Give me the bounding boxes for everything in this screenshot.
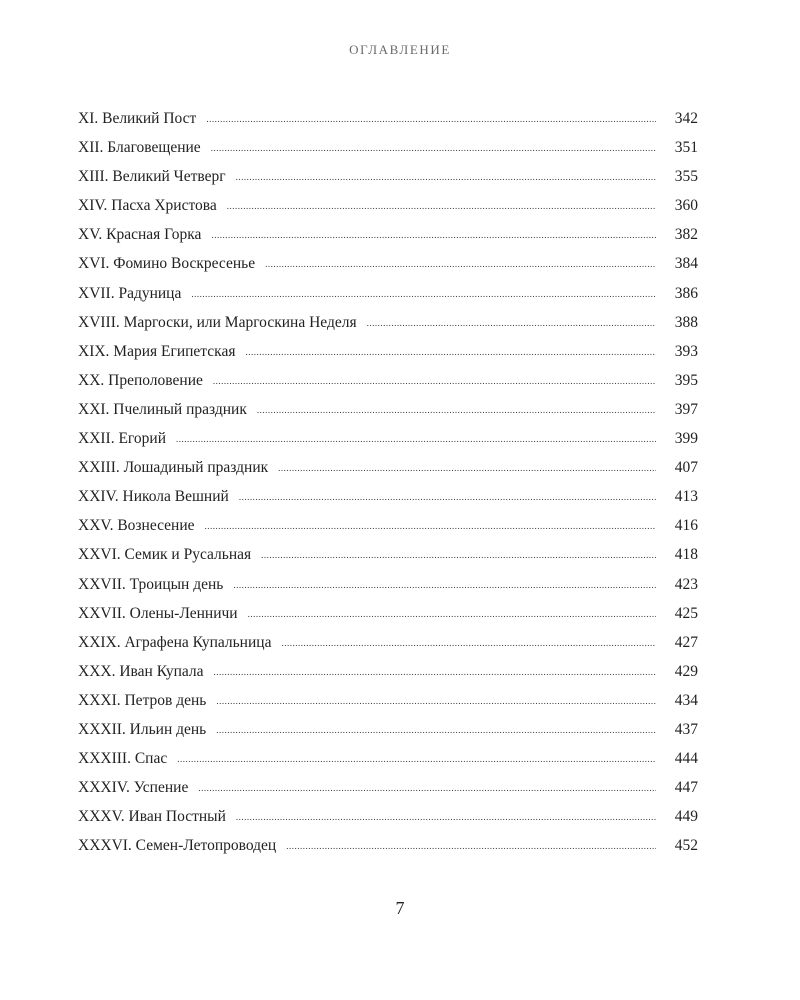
toc-entry-title: XXVII. Троицын день bbox=[78, 575, 224, 593]
toc-entry-page: 393 bbox=[674, 342, 698, 360]
toc-entry[interactable] bbox=[78, 424, 698, 453]
toc-entry-page: 452 bbox=[674, 837, 698, 855]
toc-entry[interactable] bbox=[78, 540, 698, 569]
toc-entry[interactable] bbox=[78, 133, 698, 162]
toc-entry-title: XXVI. Семик и Русальная bbox=[78, 546, 252, 564]
toc-entry[interactable] bbox=[78, 773, 698, 802]
toc-entry-title: XXIX. Аграфена Купальница bbox=[78, 633, 272, 651]
table-of-contents bbox=[78, 104, 698, 860]
running-head-title: ОГЛАВЛЕНИЕ bbox=[349, 42, 451, 57]
dot-leader bbox=[213, 367, 656, 396]
toc-entry[interactable] bbox=[78, 802, 698, 831]
toc-entry-title: XVI. Фомино Воскресенье bbox=[78, 255, 256, 273]
toc-entry[interactable] bbox=[78, 104, 698, 133]
dot-leader bbox=[236, 803, 656, 832]
dot-leader bbox=[278, 454, 656, 483]
toc-entry-title: XII. Благовещение bbox=[78, 139, 201, 157]
toc-entry-title: XX. Преполовение bbox=[78, 371, 203, 389]
toc-entry[interactable] bbox=[78, 308, 698, 337]
toc-entry-title: XXIV. Никола Вешний bbox=[78, 488, 229, 506]
dot-leader bbox=[211, 134, 656, 163]
toc-entry-page: 342 bbox=[674, 110, 698, 127]
toc-entry-title: XXX. Иван Купала bbox=[78, 662, 204, 680]
dot-leader bbox=[367, 309, 656, 338]
toc-entry-title: XIV. Пасха Христова bbox=[78, 197, 217, 215]
toc-entry-page: 360 bbox=[674, 197, 698, 215]
toc-entry-title: XXXII. Ильин день bbox=[78, 720, 207, 738]
toc-entry-title: XXI. Пчелиный праздник bbox=[78, 400, 247, 418]
toc-entry-page: 413 bbox=[674, 488, 698, 506]
toc-entry-title: XV. Красная Горка bbox=[78, 226, 202, 244]
toc-entry-page: 423 bbox=[674, 575, 698, 593]
toc-entry-page: 395 bbox=[674, 371, 698, 389]
toc-entry-page: 386 bbox=[674, 284, 698, 302]
page-number: 7 bbox=[395, 898, 405, 918]
toc-entry-title: XIX. Мария Египетская bbox=[78, 342, 236, 360]
toc-entry-title: XVII. Радуница bbox=[78, 284, 182, 302]
toc-entry[interactable] bbox=[78, 599, 698, 628]
dot-leader bbox=[236, 163, 656, 192]
toc-entry-page: 427 bbox=[674, 633, 698, 651]
toc-entry-page: 384 bbox=[674, 255, 698, 273]
dot-leader bbox=[216, 687, 656, 716]
dot-leader bbox=[177, 745, 656, 774]
toc-entry[interactable] bbox=[78, 453, 698, 482]
toc-entry-title: XXV. Вознесение bbox=[78, 517, 195, 535]
toc-entry[interactable] bbox=[78, 337, 698, 366]
dot-leader bbox=[245, 338, 656, 367]
dot-leader bbox=[205, 512, 656, 541]
dot-leader bbox=[265, 250, 656, 279]
toc-entry-page: 449 bbox=[674, 808, 698, 826]
toc-entry[interactable] bbox=[78, 220, 698, 249]
dot-leader bbox=[191, 280, 656, 309]
toc-entry-title: XIII. Великий Четверг bbox=[78, 168, 226, 186]
dot-leader bbox=[206, 105, 656, 134]
toc-entry[interactable] bbox=[78, 628, 698, 657]
dot-leader bbox=[257, 396, 656, 425]
toc-entry-page: 397 bbox=[674, 400, 698, 418]
toc-entry-title: XXXIII. Спас bbox=[78, 750, 168, 768]
toc-entry-page: 355 bbox=[674, 168, 698, 186]
toc-entry-page: 447 bbox=[674, 779, 698, 797]
dot-leader bbox=[281, 629, 656, 658]
toc-entry-title: XXII. Егорий bbox=[78, 430, 166, 448]
toc-entry-page: 407 bbox=[674, 459, 698, 477]
toc-entry-title: XXIII. Лошадиный праздник bbox=[78, 459, 269, 477]
toc-entry[interactable] bbox=[78, 686, 698, 715]
toc-entry[interactable] bbox=[78, 831, 698, 860]
toc-entry-title: XI. Великий Пост bbox=[78, 110, 197, 127]
toc-entry-page: 425 bbox=[674, 604, 698, 622]
dot-leader bbox=[261, 541, 656, 570]
dot-leader bbox=[211, 221, 656, 250]
toc-entry[interactable] bbox=[78, 395, 698, 424]
toc-entry-page: 437 bbox=[674, 720, 698, 738]
dot-leader bbox=[216, 716, 656, 745]
toc-entry-page: 382 bbox=[674, 226, 698, 244]
toc-entry[interactable] bbox=[78, 570, 698, 599]
toc-entry[interactable] bbox=[78, 366, 698, 395]
dot-leader bbox=[227, 192, 656, 221]
dot-leader bbox=[198, 774, 656, 803]
toc-entry[interactable] bbox=[78, 744, 698, 773]
toc-entry[interactable] bbox=[78, 249, 698, 278]
toc-entry-title: XXVII. Олены-Ленничи bbox=[78, 604, 238, 622]
toc-entry[interactable] bbox=[78, 482, 698, 511]
toc-entry-page: 434 bbox=[674, 691, 698, 709]
toc-entry[interactable] bbox=[78, 162, 698, 191]
toc-entry-page: 399 bbox=[674, 430, 698, 448]
toc-entry-page: 418 bbox=[674, 546, 698, 564]
toc-entry[interactable] bbox=[78, 279, 698, 308]
toc-entry-page: 416 bbox=[674, 517, 698, 535]
toc-entry-page: 351 bbox=[674, 139, 698, 157]
dot-leader bbox=[233, 571, 656, 600]
dot-leader bbox=[214, 658, 656, 687]
dot-leader bbox=[248, 600, 656, 629]
toc-entry-title: XVIII. Маргоски, или Маргоскина Неделя bbox=[78, 313, 357, 331]
toc-entry[interactable] bbox=[78, 657, 698, 686]
toc-entry[interactable] bbox=[78, 191, 698, 220]
toc-entry[interactable] bbox=[78, 715, 698, 744]
dot-leader bbox=[286, 832, 656, 861]
dot-leader bbox=[176, 425, 656, 454]
toc-entry-title: XXXVI. Семен-Летопроводец bbox=[78, 837, 277, 855]
toc-entry-title: XXXI. Петров день bbox=[78, 691, 207, 709]
dot-leader bbox=[239, 483, 656, 512]
toc-entry-title: XXXIV. Успение bbox=[78, 779, 189, 797]
toc-entry-title: XXXV. Иван Постный bbox=[78, 808, 226, 826]
toc-entry-page: 444 bbox=[674, 750, 698, 768]
toc-entry-page: 388 bbox=[674, 313, 698, 331]
toc-entry-page: 429 bbox=[674, 662, 698, 680]
toc-entry[interactable] bbox=[78, 511, 698, 540]
